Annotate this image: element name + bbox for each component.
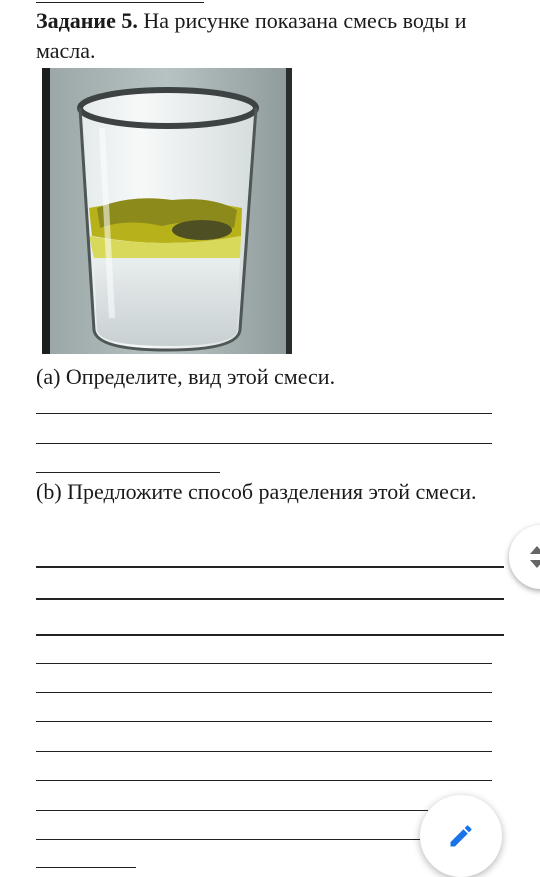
- answer-line-a1: [36, 413, 492, 414]
- answer-line-b10: [36, 839, 420, 840]
- answer-line-b3: [36, 634, 504, 636]
- scroll-handle[interactable]: [509, 525, 540, 589]
- answer-line-a2: [36, 443, 492, 444]
- answer-line-a3: [36, 472, 220, 473]
- answer-line-b5: [36, 692, 492, 693]
- answer-line-b7: [36, 751, 492, 752]
- task-label: Задание 5.: [36, 8, 138, 33]
- beaker-photo: [42, 68, 292, 354]
- question-a: (a) Определите, вид этой смеси.: [36, 364, 336, 389]
- top-divider: [36, 2, 204, 3]
- answer-line-b2: [36, 598, 504, 600]
- question-b: (b) Предложите способ разделения этой смеси.: [36, 479, 477, 504]
- scroll-up-down-icon: [525, 540, 540, 574]
- answer-line-b8: [36, 780, 492, 781]
- answer-line-b11: [36, 867, 136, 868]
- answer-line-b4: [36, 663, 492, 664]
- answer-line-b1: [36, 566, 504, 568]
- task-heading: [36, 6, 506, 66]
- pencil-icon: [447, 822, 475, 850]
- answer-line-b6: [36, 721, 492, 722]
- edit-button[interactable]: [420, 795, 502, 877]
- answer-line-b9: [36, 810, 428, 811]
- task-text: На рисунке показана смесь воды и масла.: [36, 8, 467, 63]
